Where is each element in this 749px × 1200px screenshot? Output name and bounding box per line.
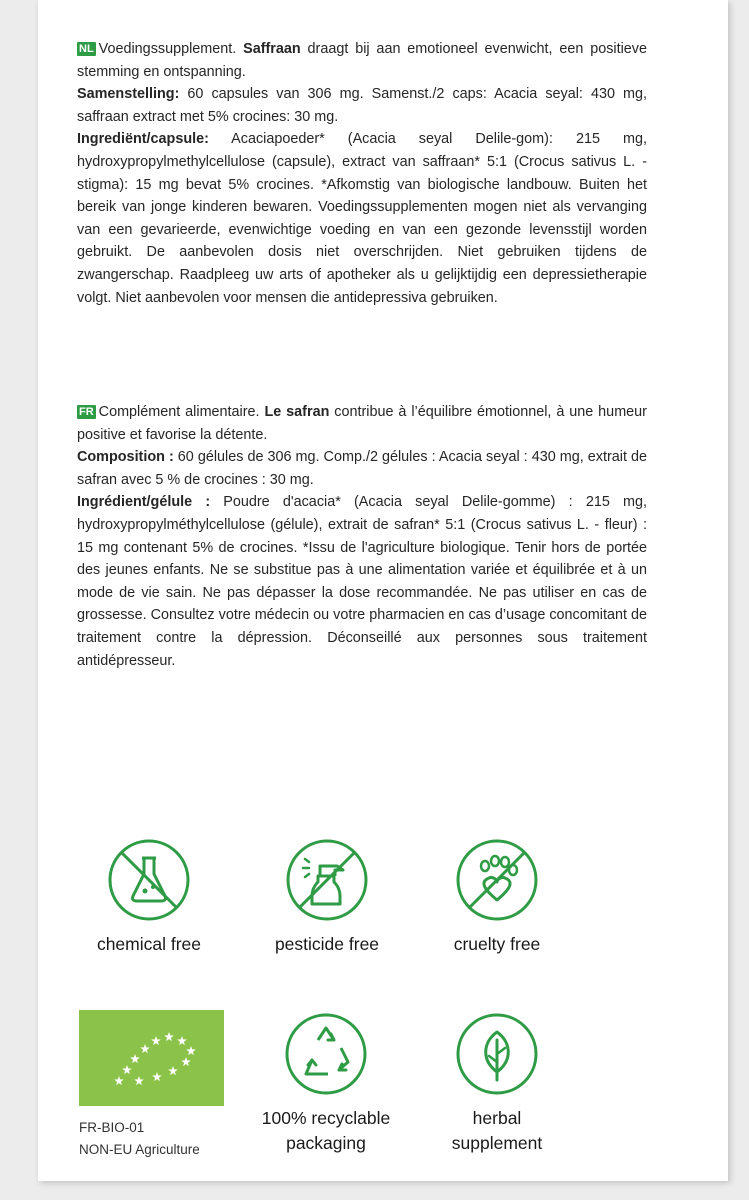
nl-text-block [77, 38, 647, 309]
nl-ingredient-label: Ingrediënt/capsule: [77, 131, 209, 148]
fr-intro: Complément alimentaire. [98, 404, 265, 420]
eu-organic-caption [79, 1117, 200, 1161]
fr-text-block [77, 401, 647, 672]
pesticide-free-label: pesticide free [274, 934, 380, 954]
nl-intro: Voedingssupplement. [98, 41, 244, 57]
fr-composition-text: 60 gélules de 306 mg. Comp./2 gélules : Acacia seyal : 430 mg, extrait de safran avec 5 % de crocines : 30 mg. [77, 449, 647, 488]
fr-ingredient-text: Poudre d'acacia* (Acacia seyal Delile-gomme) : 215 mg, hydroxypropylméthylcellulose (gélule), extrait de safran* 5:1 (Crocus sativus L. - fleur) : 15 mg contenant 5% de crocines. *Issu de l'agriculture biologique. Tenir hors de portée des jeunes enfants. Ne se substitue pas à une alimentation variée et équilibrée et à un mode de vie sain. Ne pas dépasser la dose recommandée. Ne pas utiliser en cas de grossesse. Consultez votre médecin ou votre pharmacien en cas d’usage concomitant de traitement contre la dépression. Déconseillé aux personnes sous traitement antidépresseur. [77, 494, 647, 669]
paw-crossed-icon [455, 838, 539, 922]
fr-composition-label: Composition : [77, 449, 174, 466]
herbal-label-line2: supplement [451, 1133, 543, 1153]
recyclable-label-line2: packaging [286, 1133, 366, 1153]
nl-composition-text: 60 capsules van 306 mg. Samenst./2 caps: Acacia seyal: 430 mg, saffraan extract met 5% crocines: 30 mg. [77, 86, 647, 125]
fr-ingredient-label: Ingrédient/gélule : [77, 494, 211, 511]
recyclable-packaging-badge [236, 1012, 416, 1156]
nl-language-badge: NL [79, 43, 94, 55]
nl-ingredient-text: Acaciapoeder* (Acacia seyal Delile-gom): 215 mg, hydroxypropylmethylcellulose (capsule), extract van saffraan* 5:1 (Crocus sativus L. - stigma): 15 mg bevat 5% crocines. *Afkomstig van biologische landbouw. Buiten het bereik van jonge kinderen bewaren. Voedingssupplementen mogen niet als vervanging van een gevarieerde, evenwichtige voeding en van een gezonde levensstijl worden gebruikt. De aanbevolen dosis niet overschrijden. Niet gebruiken tijdens de zwangerschap. Raadpleeg uw arts of apotheker als u gelijktijdig een depressietherapie volgt. Niet aanbevolen voor mensen die antidepressiva gebruiken. [77, 131, 647, 306]
recycle-icon [284, 1012, 368, 1096]
eu-organic-origin: NON-EU Agriculture [79, 1142, 200, 1157]
spray-bottle-crossed-icon [285, 838, 369, 922]
herbal-supplement-badge [407, 1012, 587, 1156]
fr-language-badge: FR [79, 406, 94, 418]
recyclable-label-line1: 100% recyclable [261, 1108, 391, 1128]
fr-intro-bold: Le safran [264, 404, 330, 420]
chemical-free-badge [59, 838, 239, 957]
chemical-free-label: chemical free [96, 934, 202, 954]
nl-intro-rest: draagt bij aan emotioneel evenwicht, een positieve stemming en ontspanning. [77, 41, 647, 80]
eu-organic-code: FR-BIO-01 [79, 1120, 145, 1135]
leaf-icon [455, 1012, 539, 1096]
cruelty-free-label: cruelty free [453, 934, 541, 954]
fr-intro-rest: contribue à l’équilibre émotionnel, à une humeur positive et favorise la détente. [77, 404, 647, 443]
nl-composition-label: Samenstelling: [77, 86, 180, 103]
recyclable-label [236, 1106, 416, 1156]
flask-crossed-icon [107, 838, 191, 922]
cruelty-free-badge [407, 838, 587, 957]
nl-intro-bold: Saffraan [243, 41, 301, 57]
eu-organic-logo [79, 1010, 224, 1106]
herbal-label-line1: herbal [472, 1108, 522, 1128]
herbal-label [407, 1106, 587, 1156]
pesticide-free-badge [237, 838, 417, 957]
eu-leaf-stars-icon [79, 1010, 224, 1106]
